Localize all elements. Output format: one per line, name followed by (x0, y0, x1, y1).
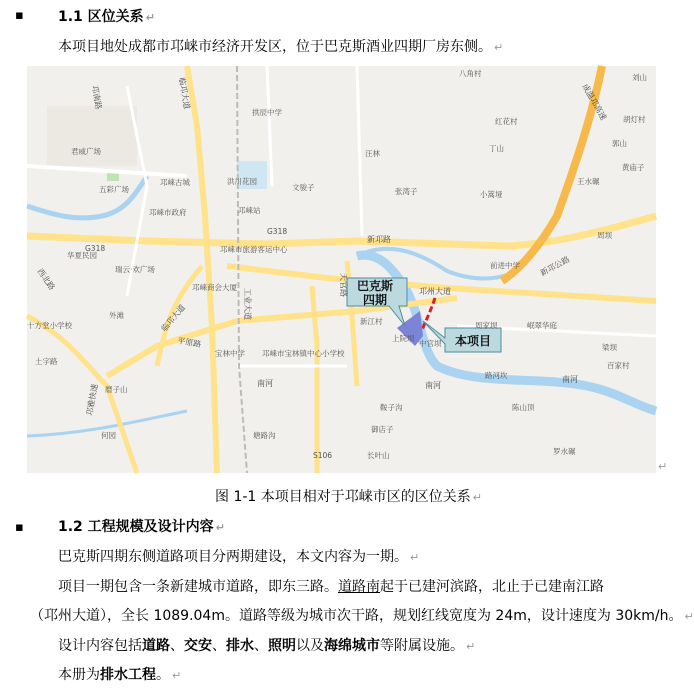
callout-project: 本项目 (454, 334, 492, 348)
place-label: 邛崃站 (238, 206, 261, 215)
paragraph-text: 。 (156, 667, 170, 683)
paragraph-text: 项目一期包含一条新建城市道路，即东三路。 (58, 579, 338, 595)
bold-text: 照明 (268, 638, 296, 654)
place-label: 十方堂小学校 (27, 321, 72, 330)
place-label: 磨子山 (105, 385, 128, 394)
paragraph-text: 、 (170, 638, 184, 654)
paragraph-text: 以及 (296, 638, 324, 654)
river-label: 南河 (562, 375, 578, 384)
paragraph-volume (58, 664, 181, 684)
section-heading-location (58, 6, 155, 26)
place-label: 周坝 (597, 231, 612, 240)
callout-bakesi-line1: 巴克斯 (356, 279, 394, 293)
road-label: 新邛公路 (538, 254, 572, 278)
paragraph-text: 设计内容包括 (58, 638, 142, 654)
place-label: 瑞云·欢广场 (115, 265, 155, 274)
place-label: 塘路沟 (253, 431, 276, 440)
place-label: 中官坝 (419, 339, 442, 348)
bold-text: 排水 (226, 638, 254, 654)
paragraph-scope-line1 (58, 576, 604, 596)
place-label: 周家坝 (475, 321, 498, 330)
paragraph-mark: ↵ (145, 11, 155, 24)
road-label: 平原路 (176, 336, 202, 350)
paragraph-mark: ↵ (410, 551, 420, 564)
paragraph-text: 等附属设施。 (380, 638, 464, 654)
underlined-text: 道路南 (338, 579, 380, 595)
road-label: 天官路 (339, 273, 348, 297)
paragraph-mark: ↵ (472, 491, 482, 504)
place-label: 汪林 (365, 149, 380, 158)
paragraph-text: 、 (254, 638, 268, 654)
paragraph-design-content (58, 635, 475, 655)
road-label: G318 (85, 244, 106, 253)
caption-text: 图 1-1 本项目相对于邛崃市区的区位关系 (215, 489, 471, 505)
place-label: 土字路 (35, 357, 58, 366)
paragraph-location (58, 36, 503, 56)
place-label: 胡灯村 (623, 115, 646, 124)
road-label: 西北路 (35, 266, 57, 292)
road-label: 临邛大道 (177, 76, 192, 110)
place-label: 路河坎 (485, 371, 508, 380)
paragraph-mark: ↵ (658, 460, 668, 473)
river-label: 南河 (425, 381, 441, 390)
place-label: 百家村 (607, 361, 630, 370)
paragraph-text: 、 (212, 638, 226, 654)
road-label: 新邛路 (367, 235, 391, 244)
road-label: 临邛大道 (159, 302, 188, 334)
paragraph-text: 起于已建河滨路，北止于已建南江路 (380, 579, 604, 595)
place-label: 拱辰中学 (252, 108, 282, 117)
paragraph-mark: ↵ (215, 521, 225, 534)
figure-caption (215, 486, 482, 506)
place-label: 文骏子 (292, 183, 315, 192)
place-label: 八角村 (459, 69, 482, 78)
place-label: 洪川花园 (227, 177, 257, 186)
place-label: 新江村 (360, 317, 383, 326)
place-label: 罗水碾 (553, 447, 576, 456)
paragraph-text: 本项目地处成都市邛崃市经济开发区，位于巴克斯酒业四期厂房东侧。 (58, 39, 492, 55)
section-heading-scope (58, 516, 225, 536)
place-label: 邛崃市政府 (149, 208, 187, 217)
paragraph-text: 本册为 (58, 667, 100, 683)
place-label: 刘山 (632, 73, 647, 82)
bold-text: 交安 (184, 638, 212, 654)
paragraph-mark: ↵ (466, 640, 476, 653)
place-label: 鞍子沟 (380, 403, 403, 412)
paragraph-mark: ↵ (684, 610, 694, 623)
place-label: 红花村 (495, 117, 518, 126)
place-label: 邛崃市旅游客运中心 (220, 245, 288, 254)
place-label: 梁坝 (602, 343, 617, 352)
road-label: 邛雅快速 (85, 383, 100, 417)
place-label: 张湾子 (395, 187, 418, 196)
place-label: 华夏民园 (67, 251, 97, 260)
road-label: G318 (267, 227, 288, 236)
place-label: 长叶山 (367, 451, 390, 460)
place-label: 御店子 (371, 425, 394, 434)
place-label: 邛崃市宝林镇中心小学校 (262, 349, 345, 358)
map-graphic (27, 66, 656, 473)
road-label: 邛州大道 (419, 287, 451, 296)
list-bullet: ▪ (15, 8, 24, 23)
paragraph-mark: ↵ (172, 669, 182, 682)
list-bullet: ▪ (15, 520, 24, 535)
location-map (27, 66, 656, 473)
paragraph-scope-line2 (30, 605, 694, 625)
place-label: 小篙垭 (480, 190, 503, 199)
place-label: 丁山 (489, 144, 504, 153)
callout-bakesi-line2: 四期 (362, 293, 388, 307)
place-label: 上院坝 (392, 334, 415, 343)
heading-text: 1.2 工程规模及设计内容 (58, 519, 214, 535)
place-label: 郭山 (612, 139, 627, 148)
road-label: 成温邛高速 (580, 82, 609, 122)
place-label: 宝林中学 (215, 349, 245, 358)
bold-text: 道路 (142, 638, 170, 654)
paragraph-phases (58, 546, 419, 566)
place-label: 君威广场 (71, 147, 101, 156)
place-label: 王水碾 (577, 177, 600, 186)
place-label: 外滩 (109, 311, 124, 320)
road-label: 邛南路 (90, 84, 104, 110)
place-label: 陈山顶 (512, 403, 535, 412)
bold-text: 排水工程 (100, 667, 156, 683)
paragraph-text: （邛州大道），全长 1089.04m。道路等级为城市次干路，规划红线宽度为 24m，设计速度为 30km/h。 (30, 608, 683, 624)
place-label: 岷翠华庭 (527, 321, 557, 330)
place-label: 黄庙子 (622, 163, 645, 172)
road-label: S106 (313, 451, 333, 460)
place-label: 五彩广场 (99, 185, 129, 194)
place-label: 邛崃古城 (160, 178, 190, 187)
heading-text: 1.1 区位关系 (58, 9, 144, 25)
place-label: 何园 (101, 431, 116, 440)
place-label: 邛崃商会大厦 (192, 283, 237, 292)
bold-text: 海绵城市 (324, 638, 380, 654)
paragraph-text: 巴克斯四期东侧道路项目分两期建设，本文内容为一期。 (58, 549, 408, 565)
place-label: 前进中学 (490, 261, 520, 270)
paragraph-mark: ↵ (494, 41, 504, 54)
river-label: 南河 (257, 379, 273, 388)
road-label: 工业大道 (243, 288, 252, 320)
